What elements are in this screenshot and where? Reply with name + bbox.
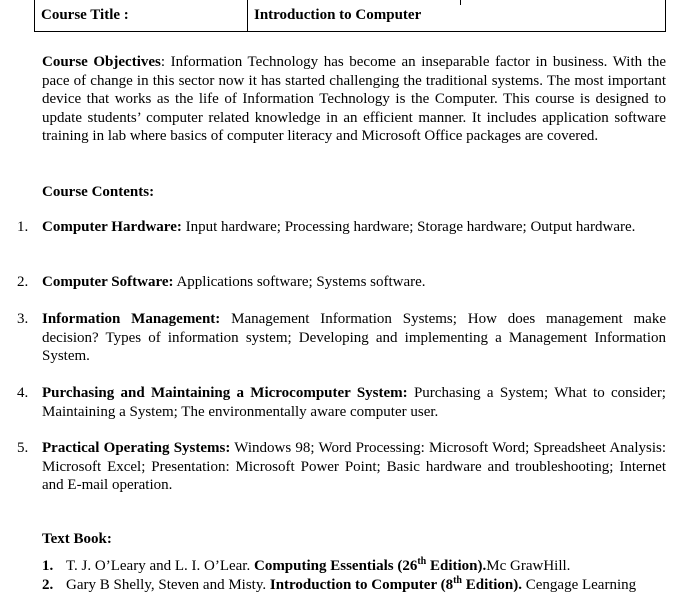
book-number: 2.: [42, 577, 54, 593]
content-item-operating-systems: [0, 439, 666, 495]
objectives-text: : Information Technology has become an inseparable factor in business. With the pace of change in this sector now it has started challenging the traditional systems. The most important device that works as the life of Information Technology is the Computer. This course is designed to update students’ computer related knowledge in an efficient manner. It includes application software training in lab where basics of computer literacy and Microsoft Office packages are covered.: [42, 54, 666, 144]
item-text: Applications software; Systems software.: [173, 274, 426, 290]
course-contents-heading: Course Contents:: [42, 184, 155, 200]
book-title: Introduction to Computer (8: [269, 577, 454, 593]
book-edition-suffix: th: [417, 556, 427, 567]
book-publisher: Cengage Learning: [522, 577, 637, 593]
item-text: Management Information Systems; How does management make decision? Types of information system; Developing and implementing a Management Information System.: [42, 311, 666, 364]
book-edition-suffix: th: [453, 575, 462, 586]
item-text: Purchasing a System; What to consider; Maintaining a System; The environmentally aware computer user.: [42, 385, 666, 420]
table-divider: [460, 0, 461, 5]
book-title: Computing Essentials (26: [253, 558, 418, 574]
item-title: Purchasing and Maintaining a Microcomputer System:: [42, 385, 408, 401]
book-authors: T. J. O’Leary and L. I. O’Lear.: [66, 558, 254, 574]
book-number: 1.: [42, 558, 54, 574]
item-text: Windows 98; Word Processing: Microsoft Word; Spreadsheet Analysis: Microsoft Excel; Presentation: Microsoft Power Point; Basic hardware and troubleshooting; Internet and E-mail operation.: [42, 440, 666, 493]
item-title: Computer Software:: [42, 274, 174, 290]
text-book-heading: Text Book:: [42, 531, 112, 547]
objectives-label: Course Objectives: [42, 54, 161, 70]
content-item-microcomputer: [0, 384, 666, 421]
item-number: 3.: [17, 311, 29, 327]
content-item-info-management: [0, 310, 666, 366]
book-authors: Gary B Shelly, Steven and Misty.: [66, 577, 270, 593]
item-title: Information Management:: [42, 311, 221, 327]
item-title: Practical Operating Systems:: [42, 440, 231, 456]
item-number: 2.: [17, 274, 29, 290]
book-publisher: Mc GrawHill.: [486, 558, 571, 574]
content-item-software: [0, 273, 666, 292]
course-title-label: Course Title :: [35, 0, 248, 32]
book-item: [0, 576, 666, 595]
course-title-cell: [248, 0, 666, 32]
book-item: [0, 557, 666, 576]
course-title-value: Introduction to Computer: [254, 7, 422, 24]
item-number: 5.: [17, 440, 29, 456]
course-objectives: [42, 53, 666, 146]
item-text: Input hardware; Processing hardware; Storage hardware; Output hardware.: [181, 219, 636, 235]
item-title: Computer Hardware:: [42, 219, 182, 235]
item-number: 4.: [17, 385, 29, 401]
book-title-end: Edition).: [461, 577, 522, 593]
item-number: 1.: [17, 219, 29, 235]
book-title-end: Edition).: [426, 558, 487, 574]
course-title-table: [34, 0, 666, 32]
content-item-hardware: [0, 218, 666, 237]
